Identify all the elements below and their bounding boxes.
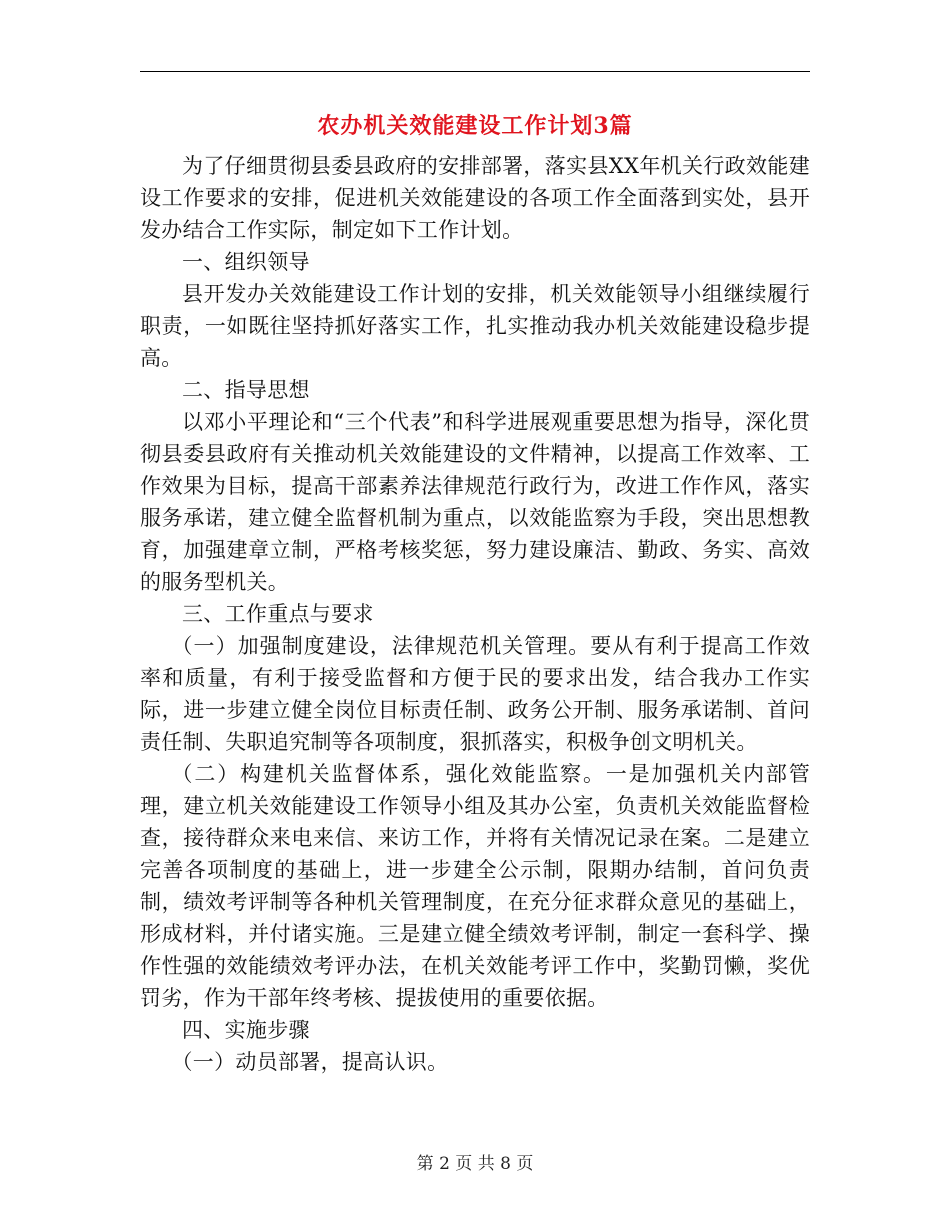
- document-title: 农办机关效能建设工作计划3篇: [317, 113, 633, 139]
- guiding-thought-paragraph: 以邓小平理论和“三个代表”和科学进展观重要思想为指导，深化贯彻县委县政府有关推动机关效能建设的文件精神，以提高工作效率、工作效果为目标，提高干部素养法律规范行政行为，改进工作作风，落实服务承诺，建立健全监督机制为重点，以效能监察为手段，突出思想教育，加强建章立制，严格考核奖惩，努力建设廉洁、勤政、务实、高效的服务型机关。: [140, 410, 810, 594]
- page-number: 第 2 页 共 8 页: [416, 1154, 534, 1174]
- section-heading-organization: 一、组织领导: [182, 250, 310, 274]
- key-work-item-2: （二）构建机关监督体系，强化效能监察。一是加强机关内部管理，建立机关效能建设工作领导小组及其办公室，负责机关效能监督检查，接待群众来电来信、来访工作，并将有关情况记录在案。二是建立完善各项制度的基础上，进一步建全公示制，限期办结制，首问负责制，绩效考评制等各种机关管理制度，在充分征求群众意见的基础上，形成材料，并付诸实施。三是建立健全绩效考评制，制定一套科学、操作性强的效能绩效考评办法，在机关效能考评工作中，奖勤罚懒，奖优罚劣，作为干部年终考核、提拔使用的重要依据。: [140, 762, 810, 1010]
- section-heading-key-work: 三、工作重点与要求: [182, 602, 374, 626]
- key-work-item-1: （一）加强制度建设，法律规范机关管理。要从有利于提高工作效率和质量，有利于接受监督和方便于民的要求出发，结合我办工作实际，进一步建立健全岗位目标责任制、政务公开制、服务承诺制、首问责任制、失职追究制等各项制度，狠抓落实，积极争创文明机关。: [140, 634, 810, 754]
- section-heading-guiding-thought: 二、指导思想: [182, 378, 310, 402]
- header-rule: [140, 71, 810, 72]
- intro-paragraph: 为了仔细贯彻县委县政府的安排部署，落实县XX年机关行政效能建设工作要求的安排，促进机关效能建设的各项工作全面落到实处，县开发办结合工作实际，制定如下工作计划。: [140, 154, 810, 242]
- steps-item-1: （一）动员部署，提高认识。: [171, 1050, 449, 1074]
- document-body: [140, 150, 810, 1078]
- section-heading-steps: 四、实施步骤: [182, 1018, 310, 1042]
- organization-paragraph: 县开发办关效能建设工作计划的安排，机关效能领导小组继续履行职责，一如既往坚持抓好落实工作，扎实推动我办机关效能建设稳步提高。: [140, 282, 810, 370]
